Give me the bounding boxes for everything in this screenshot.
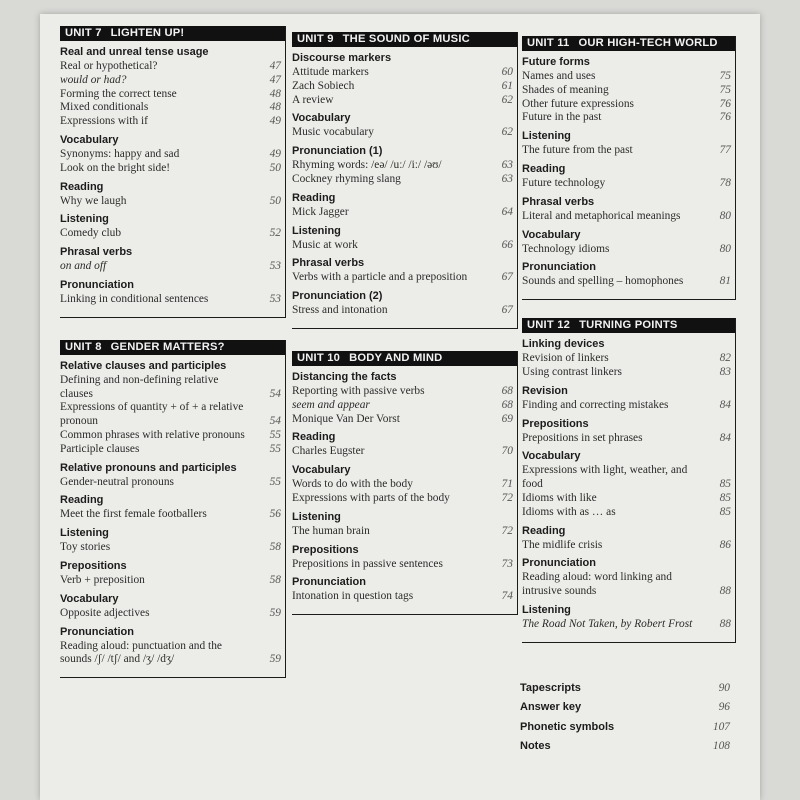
section-title: Reading: [60, 494, 104, 507]
unit-block: [60, 340, 286, 678]
entry-text: Idioms with like: [522, 491, 597, 504]
entry-page: 54: [269, 415, 281, 428]
entry-page: 71: [501, 478, 513, 491]
unit-header: [60, 26, 285, 41]
entry-text: The future from the past: [522, 144, 633, 157]
unit-header: [292, 32, 517, 47]
back-matter-page: 107: [712, 720, 730, 733]
entry-text: Opposite adjectives: [60, 606, 150, 619]
entry-text: Expressions of quantity + of + a relative pronoun: [60, 401, 244, 428]
contents-entry: [292, 558, 513, 572]
entry-text: Linking in conditional sentences: [60, 292, 209, 305]
unit-block: [522, 318, 736, 643]
section-title: Pronunciation: [60, 278, 134, 291]
contents-entry: [522, 352, 731, 366]
entry-page: 67: [501, 271, 513, 284]
entry-page: 84: [719, 431, 731, 444]
entry-page: 49: [269, 115, 281, 128]
entry-text: The Road Not Taken, by Robert Frost: [522, 617, 693, 630]
entry-text: Charles Eugster: [292, 445, 365, 458]
unit-block: [292, 351, 518, 615]
section-title: Listening: [60, 213, 109, 226]
entry-text: Future technology: [522, 176, 606, 189]
entry-page: 68: [501, 384, 513, 397]
contents-entry: [522, 84, 731, 98]
entry-page: 81: [719, 275, 731, 288]
section-title: Vocabulary: [292, 112, 351, 125]
unit-number: UNIT 9: [297, 33, 334, 45]
back-matter-page: 96: [718, 701, 730, 713]
unit-block: [60, 26, 286, 318]
contents-column-2: [292, 32, 518, 627]
entry-text: would or had?: [60, 73, 127, 86]
entry-page: 80: [719, 209, 731, 222]
section-title: Listening: [292, 224, 341, 237]
section: [522, 195, 735, 224]
section: [60, 592, 285, 621]
section-title: Future forms: [522, 56, 590, 68]
entry-text: Music at work: [292, 238, 358, 251]
entry-text: Gender-neutral pronouns: [60, 475, 174, 488]
section: [292, 224, 517, 253]
contents-entry: [522, 98, 731, 112]
entry-text: Expressions with light, weather, and food: [522, 464, 688, 491]
unit-title: THE SOUND OF MUSIC: [342, 33, 470, 45]
section: [60, 526, 285, 555]
entry-text: Finding and correcting mistakes: [522, 398, 669, 411]
entry-page: 49: [269, 147, 281, 160]
section: [292, 575, 517, 604]
entry-text: Forming the correct tense: [60, 87, 177, 100]
entry-page: 72: [501, 491, 513, 504]
section: [292, 463, 517, 506]
entry-text: Expressions with parts of the body: [292, 491, 450, 504]
entry-text: Literal and metaphorical meanings: [522, 209, 681, 222]
contents-entry: [60, 508, 281, 522]
section: [292, 111, 517, 140]
entry-page: 48: [269, 101, 281, 114]
entry-text: Expressions with if: [60, 115, 148, 128]
section: [60, 493, 285, 522]
section: [292, 191, 517, 220]
unit-number: UNIT 12: [527, 319, 571, 332]
contents-entry: [292, 271, 513, 285]
section: [60, 133, 285, 176]
entry-page: 50: [269, 194, 281, 207]
entry-page: 76: [719, 111, 731, 124]
section-title: Prepositions: [292, 543, 359, 556]
entry-page: 86: [719, 538, 731, 551]
section-title: Listening: [292, 510, 341, 523]
unit-title: LIGHTEN UP!: [110, 27, 185, 39]
entry-page: 55: [269, 442, 281, 455]
entry-text: Prepositions in passive sentences: [292, 557, 443, 570]
entry-page: 88: [719, 585, 731, 598]
contents-entry: [522, 366, 731, 380]
contents-entry: [60, 374, 281, 402]
section-title: Distancing the facts: [292, 370, 397, 383]
entry-page: 47: [269, 73, 281, 86]
entry-text: Common phrases with relative pronouns: [60, 428, 245, 441]
entry-text: Verb + preposition: [60, 573, 145, 586]
entry-page: 47: [269, 60, 281, 72]
entry-text: Mick Jagger: [292, 205, 349, 218]
section-title: Reading: [292, 431, 336, 444]
section-title: Reading: [522, 162, 566, 175]
entry-page: 56: [269, 508, 281, 521]
entry-text: Cockney rhyming slang: [292, 172, 401, 185]
section-title: Phrasal verbs: [60, 246, 133, 259]
entry-text: Comedy club: [60, 227, 122, 240]
entry-text: Shades of meaning: [522, 83, 609, 96]
section: [292, 430, 517, 459]
entry-page: 85: [719, 478, 731, 491]
contents-entry: [60, 260, 281, 274]
entry-text: Prepositions in set phrases: [522, 431, 643, 444]
back-matter-label: Answer key: [520, 701, 582, 713]
contents-entry: [292, 94, 513, 108]
entry-text: Verbs with a particle and a preposition: [292, 271, 468, 284]
contents-entry: [60, 640, 281, 668]
unit-header: [522, 36, 735, 51]
contents-entry: [292, 399, 513, 413]
contents-entry: [522, 243, 731, 257]
section-title: Reading: [292, 191, 336, 204]
entry-text: Why we laugh: [60, 194, 127, 207]
entry-text: Synonyms: happy and sad: [60, 147, 180, 160]
contents-entry: [292, 413, 513, 427]
entry-page: 75: [719, 83, 731, 96]
entry-page: 59: [269, 606, 281, 619]
section-title: Phrasal verbs: [522, 195, 595, 208]
entry-page: 59: [269, 653, 281, 666]
entry-text: Defining and non-defining relative clauses: [60, 373, 219, 400]
entry-page: 63: [501, 172, 513, 185]
entry-text: Music vocabulary: [292, 126, 374, 139]
contents-entry: [522, 111, 731, 125]
section-title: Pronunciation: [522, 261, 596, 274]
entry-page: 73: [501, 557, 513, 570]
entry-page: 75: [719, 70, 731, 82]
section: [522, 162, 735, 191]
section: [60, 278, 285, 307]
contents-entry: [60, 607, 281, 621]
section-title: Listening: [522, 130, 571, 143]
contents-entry: [292, 80, 513, 94]
contents-entry: [522, 210, 731, 224]
entry-text: Real or hypothetical?: [60, 60, 158, 72]
entry-text: A review: [292, 93, 334, 106]
contents-entry: [60, 401, 281, 429]
entry-text: Stress and intonation: [292, 304, 388, 317]
contents-entry: [522, 399, 731, 413]
entry-page: 48: [269, 87, 281, 100]
contents-entry: [60, 476, 281, 490]
entry-page: 66: [501, 238, 513, 251]
entry-text: Look on the bright side!: [60, 161, 171, 174]
unit-number: UNIT 7: [65, 27, 102, 39]
section: [522, 449, 735, 519]
contents-entry: [522, 618, 731, 632]
section-title: Vocabulary: [292, 464, 351, 477]
section-title: Vocabulary: [60, 133, 119, 146]
entry-page: 76: [719, 97, 731, 110]
contents-column-3: [522, 36, 736, 655]
entry-page: 72: [501, 524, 513, 537]
section: [292, 370, 517, 426]
entry-text: Rhyming words: /eə/ /uː/ /iː/ /əʊ/: [292, 159, 442, 172]
contents-entry: [522, 506, 731, 520]
entry-page: 61: [501, 79, 513, 92]
unit-header: [522, 318, 735, 333]
entry-text: Zach Sobiech: [292, 79, 355, 92]
unit-number: UNIT 10: [297, 351, 341, 364]
entry-text: Using contrast linkers: [522, 365, 622, 378]
entry-text: Meet the first female footballers: [60, 508, 207, 521]
entry-text: Mixed conditionals: [60, 101, 149, 114]
back-matter-item: [520, 713, 730, 733]
contents-entry: [60, 88, 281, 102]
section: [292, 289, 517, 318]
entry-page: 55: [269, 428, 281, 441]
section-title: Prepositions: [522, 417, 589, 430]
section-title: Relative clauses and participles: [60, 359, 227, 372]
entry-page: 80: [719, 242, 731, 255]
entry-page: 85: [719, 491, 731, 504]
entry-page: 54: [269, 387, 281, 400]
entry-page: 70: [501, 445, 513, 458]
section-title: Reading: [60, 180, 104, 193]
contents-entry: [522, 70, 731, 84]
entry-page: 78: [719, 176, 731, 189]
entry-page: 58: [269, 573, 281, 586]
entry-text: Reading aloud: word linking and intrusive sounds: [522, 571, 672, 598]
section-title: Phrasal verbs: [292, 257, 365, 270]
section: [522, 55, 735, 125]
entry-page: 69: [501, 412, 513, 425]
section-title: Pronunciation: [60, 625, 134, 638]
back-matter-page: 108: [712, 740, 730, 752]
section: [60, 559, 285, 588]
entry-page: 88: [719, 617, 731, 630]
contents-page: [40, 14, 760, 800]
section: [292, 256, 517, 285]
section-title: Pronunciation (2): [292, 290, 383, 303]
section: [292, 51, 517, 107]
entry-text: Participle clauses: [60, 442, 140, 455]
entry-text: Monique Van Der Vorst: [292, 412, 400, 425]
entry-text: Words to do with the body: [292, 478, 413, 491]
section: [522, 417, 735, 446]
entry-text: Other future expressions: [522, 97, 634, 110]
entry-page: 68: [501, 398, 513, 411]
entry-page: 74: [501, 590, 513, 603]
contents-entry: [292, 445, 513, 459]
back-matter-label: Tapescripts: [520, 681, 581, 694]
contents-entry: [60, 101, 281, 115]
section: [522, 603, 735, 632]
section-title: Pronunciation: [292, 576, 366, 589]
entry-text: Intonation in question tags: [292, 590, 414, 603]
section-title: Pronunciation: [522, 557, 596, 570]
entry-page: 55: [269, 475, 281, 488]
back-matter-list: [520, 674, 730, 752]
entry-text: Names and uses: [522, 70, 596, 82]
section-title: Listening: [60, 527, 109, 540]
section: [292, 543, 517, 572]
entry-text: Attitude markers: [292, 66, 369, 78]
contents-entry: [292, 385, 513, 399]
entry-page: 64: [501, 205, 513, 218]
back-matter-label: Phonetic symbols: [520, 720, 615, 733]
contents-entry: [60, 541, 281, 555]
unit-title: OUR HIGH-TECH WORLD: [578, 37, 718, 49]
back-matter-item: [520, 733, 730, 753]
section: [522, 556, 735, 599]
section: [522, 524, 735, 553]
contents-entry: [522, 275, 731, 289]
entry-page: 82: [719, 352, 731, 365]
unit-block: [522, 36, 736, 300]
contents-entry: [522, 177, 731, 191]
section-title: Vocabulary: [522, 450, 581, 463]
section-title: Linking devices: [522, 338, 605, 351]
unit-title: TURNING POINTS: [579, 319, 678, 332]
unit-number: UNIT 11: [527, 37, 570, 49]
entry-page: 53: [269, 292, 281, 305]
unit-number: UNIT 8: [65, 340, 102, 353]
unit-header: [60, 340, 285, 355]
entry-page: 58: [269, 541, 281, 554]
contents-entry: [60, 162, 281, 176]
section-title: Revision: [522, 384, 568, 397]
contents-entry: [60, 115, 281, 129]
entry-text: Future in the past: [522, 111, 602, 124]
entry-page: 62: [501, 126, 513, 139]
section-title: Real and unreal tense usage: [60, 46, 209, 58]
entry-text: Reading aloud: punctuation and the sounds /ʃ/ /tʃ/ and /ʒ/ /dʒ/: [60, 639, 222, 666]
entry-text: Idioms with as … as: [522, 505, 616, 518]
entry-text: Sounds and spelling – homophones: [522, 275, 684, 288]
section: [522, 228, 735, 257]
unit-title: GENDER MATTERS?: [110, 340, 225, 353]
section-title: Listening: [522, 603, 571, 616]
unit-header: [292, 351, 517, 366]
back-matter-item: [520, 694, 730, 714]
contents-entry: [522, 492, 731, 506]
entry-text: Technology idioms: [522, 242, 610, 255]
section: [292, 510, 517, 539]
contents-entry: [522, 464, 731, 492]
back-matter-label: Notes: [520, 740, 551, 752]
entry-text: Toy stories: [60, 541, 111, 554]
section: [522, 260, 735, 289]
section-title: Relative pronouns and participles: [60, 461, 237, 474]
contents-entry: [292, 66, 513, 80]
section-title: Vocabulary: [60, 592, 119, 605]
section-title: Vocabulary: [522, 228, 581, 241]
back-matter-page: 90: [718, 681, 730, 694]
entry-text: The human brain: [292, 524, 370, 537]
section: [522, 384, 735, 413]
entry-text: Revision of linkers: [522, 352, 609, 365]
contents-entry: [60, 429, 281, 443]
contents-entry: [60, 195, 281, 209]
contents-entry: [60, 148, 281, 162]
entry-page: 52: [269, 227, 281, 240]
section: [522, 337, 735, 380]
contents-entry: [522, 571, 731, 599]
section: [292, 144, 517, 187]
contents-entry: [292, 492, 513, 506]
contents-entry: [522, 539, 731, 553]
contents-entry: [292, 159, 513, 173]
section: [60, 180, 285, 209]
section-title: Reading: [522, 524, 566, 537]
contents-entry: [292, 525, 513, 539]
section: [60, 245, 285, 274]
contents-entry: [292, 478, 513, 492]
contents-entry: [60, 443, 281, 457]
section-title: Pronunciation (1): [292, 145, 383, 158]
entry-page: 83: [719, 365, 731, 378]
contents-entry: [60, 74, 281, 88]
contents-entry: [292, 239, 513, 253]
section: [60, 359, 285, 457]
entry-page: 63: [501, 159, 513, 172]
section: [60, 625, 285, 668]
entry-text: The midlife crisis: [522, 538, 603, 551]
entry-page: 77: [719, 144, 731, 157]
contents-column-1: [60, 26, 286, 690]
entry-text: on and off: [60, 260, 107, 273]
entry-page: 62: [501, 93, 513, 106]
entry-text: seem and appear: [292, 398, 370, 411]
contents-entry: [60, 574, 281, 588]
contents-entry: [292, 206, 513, 220]
section: [522, 129, 735, 158]
contents-entry: [522, 144, 731, 158]
entry-page: 85: [719, 505, 731, 518]
entry-page: 67: [501, 304, 513, 317]
unit-block: [292, 32, 518, 329]
section: [60, 212, 285, 241]
contents-entry: [292, 126, 513, 140]
entry-page: 53: [269, 260, 281, 273]
section: [60, 45, 285, 129]
contents-entry: [292, 590, 513, 604]
unit-title: BODY AND MIND: [349, 351, 443, 364]
section-title: Prepositions: [60, 559, 127, 572]
entry-page: 50: [269, 161, 281, 174]
contents-entry: [522, 432, 731, 446]
section: [60, 461, 285, 490]
entry-page: 60: [501, 66, 513, 78]
contents-entry: [60, 227, 281, 241]
contents-entry: [292, 173, 513, 187]
contents-entry: [60, 60, 281, 74]
section-title: Discourse markers: [292, 52, 392, 64]
entry-text: Reporting with passive verbs: [292, 384, 425, 397]
contents-entry: [292, 304, 513, 318]
back-matter-item: [520, 674, 730, 694]
entry-page: 84: [719, 398, 731, 411]
contents-entry: [60, 293, 281, 307]
